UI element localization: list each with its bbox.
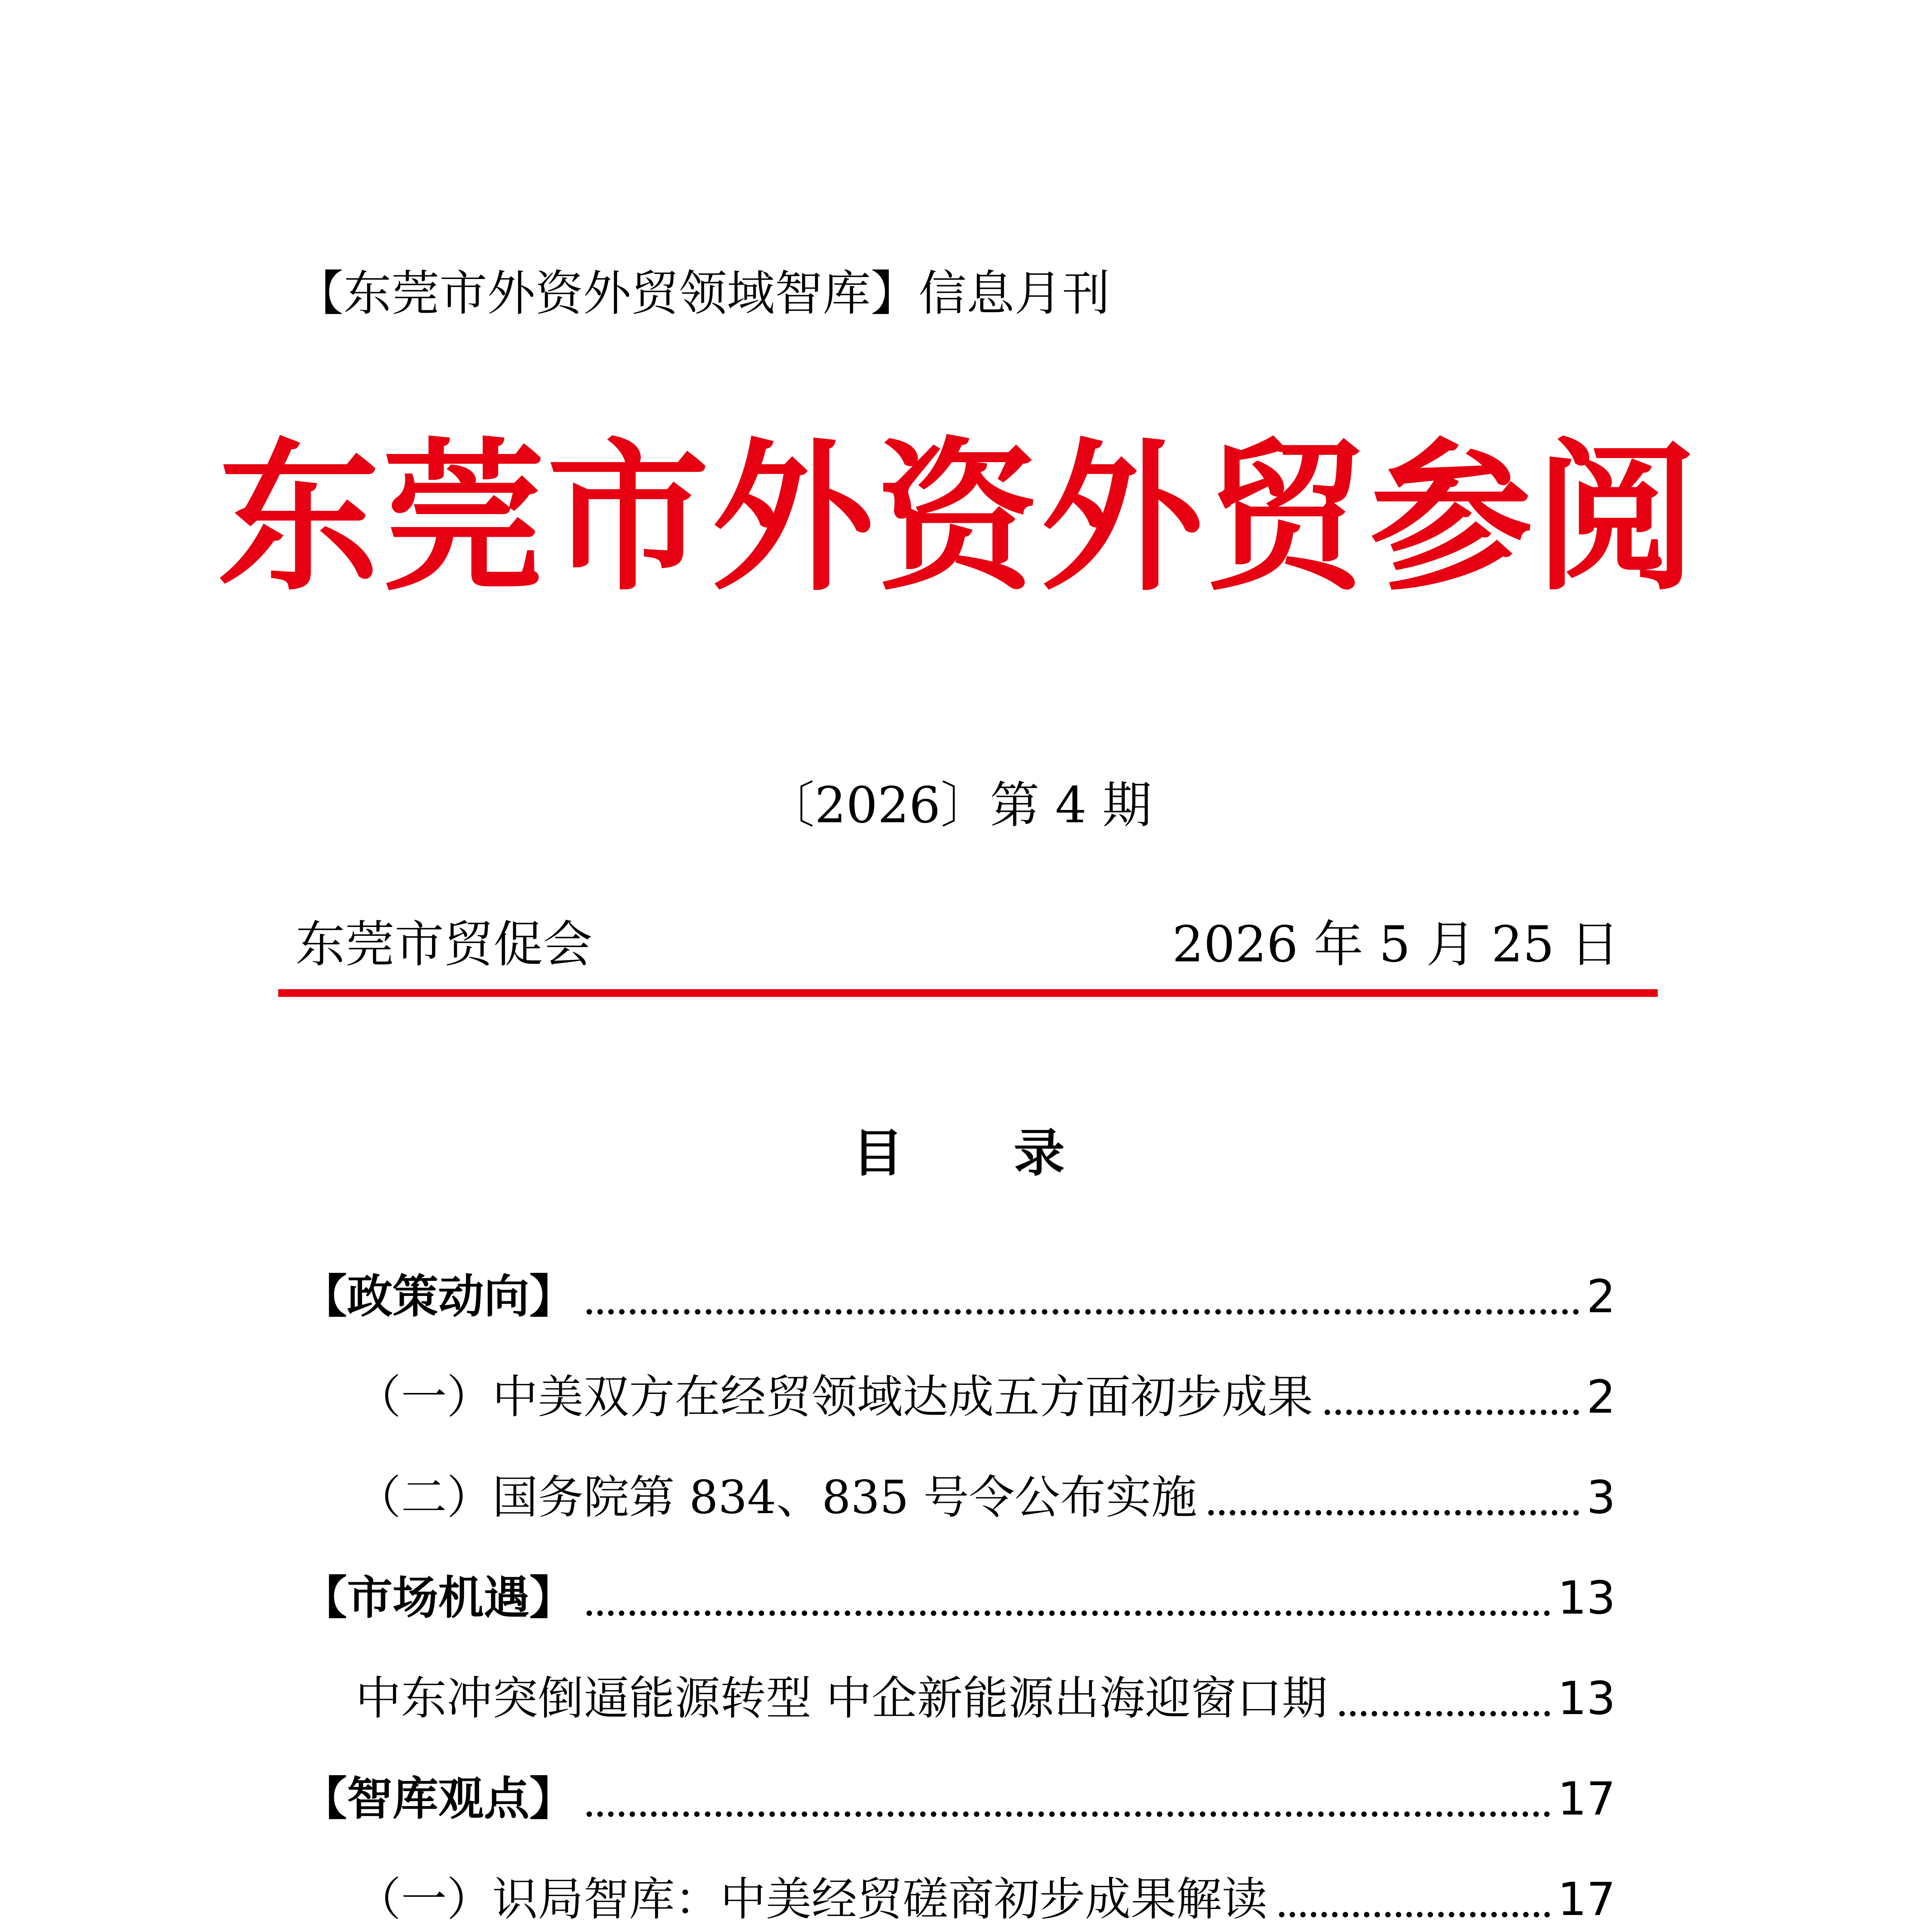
toc-entry-label: （一）识局智库：中美经贸磋商初步成果解读	[356, 1872, 1268, 1926]
issue-number: 〔2026〕第 4 期	[765, 777, 1152, 834]
toc-section-market[interactable]	[301, 1565, 1616, 1631]
toc-entry-label: （一）中美双方在经贸领域达成五方面初步成果	[356, 1370, 1313, 1423]
toc-leader-dots	[587, 1309, 1579, 1315]
toc-leader-dots	[1339, 1711, 1550, 1716]
toc-page-number: 3	[1586, 1471, 1616, 1524]
toc-item[interactable]	[356, 1464, 1616, 1530]
toc-leader-dots	[587, 1611, 1550, 1616]
toc-entry-label: 中东冲突倒逼能源转型 中企新能源出海迎窗口期	[356, 1672, 1328, 1725]
masthead-title: 东莞市外资外贸参阅	[218, 422, 1699, 613]
toc-leader-dots	[1279, 1912, 1550, 1917]
toc-title: 目 录	[852, 1124, 1111, 1183]
toc-page-number: 2	[1586, 1370, 1616, 1423]
toc-leader-dots	[587, 1811, 1550, 1817]
toc-leader-dots	[1208, 1510, 1579, 1515]
toc-item[interactable]	[356, 1364, 1616, 1430]
toc-entry-label: （二）国务院第 834、835 号令公布实施	[356, 1471, 1197, 1524]
toc-entry-label: 【政策动向】	[301, 1270, 575, 1323]
toc-entry-label: 【智库观点】	[301, 1772, 575, 1825]
toc-page-number: 2	[1586, 1270, 1616, 1323]
issuer: 东莞市贸促会	[296, 916, 593, 973]
toc-entry-label: 【市场机遇】	[301, 1571, 575, 1624]
toc-section-policy[interactable]	[301, 1264, 1616, 1329]
toc-page-number: 17	[1557, 1772, 1616, 1825]
toc-item[interactable]	[356, 1866, 1616, 1932]
toc-leader-dots	[1325, 1410, 1579, 1415]
toc-page-number: 13	[1557, 1672, 1616, 1725]
toc-page-number: 17	[1557, 1872, 1616, 1926]
toc-page-number: 13	[1557, 1571, 1616, 1624]
red-rule-divider	[278, 989, 1658, 997]
toc-section-thinktank[interactable]	[301, 1766, 1616, 1832]
toc-item[interactable]	[356, 1665, 1616, 1731]
issue-date: 2026 年 5 月 25 日	[1172, 916, 1619, 973]
series-line: 【东莞市外资外贸领域智库】信息月刊	[296, 266, 1111, 321]
